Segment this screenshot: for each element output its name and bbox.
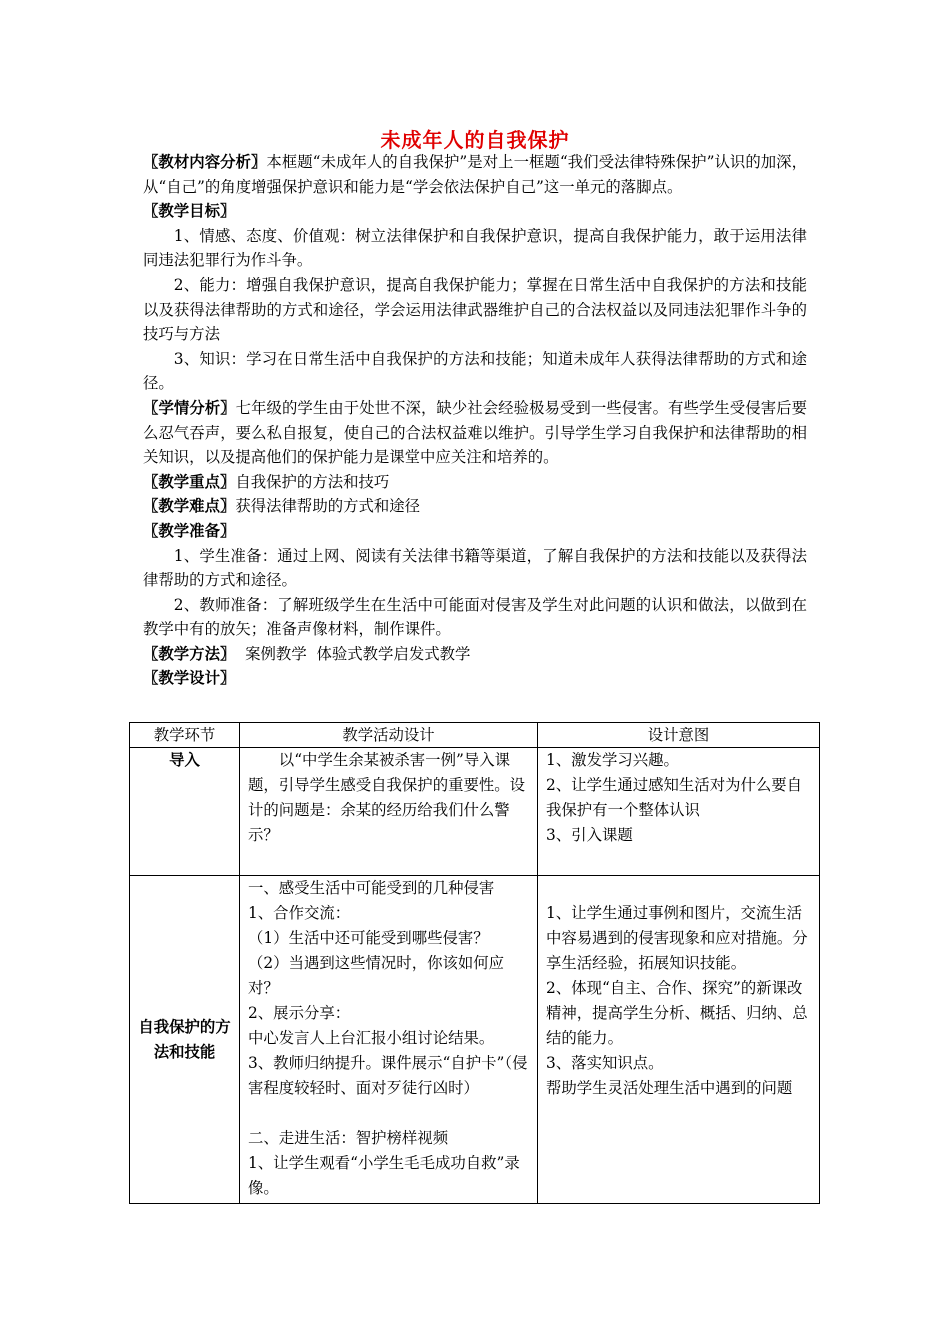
goals-heading: 〖教学目标〗 — [143, 202, 236, 221]
students-label: 〖学情分析〗 — [143, 398, 236, 417]
prep-item-2: 2、教师准备：了解班级学生在生活中可能面对侵害及学生对此问题的认识和做法，以做到在教学中有的放矢；准备声像材料，制作课件。 — [143, 595, 807, 639]
students-text: 七年级的学生由于处世不深，缺少社会经验极易受到一些侵害。有些学生受侵害后要么忍气吞声，要么私自报复，使自己的合法权益难以维护。引导学生学习自我保护和法律帮助的相关知识，以及提高他们的保护能力是课堂中应关注和培养的。 — [143, 398, 807, 467]
intent-self-protection: 1、让学生通过事例和图片，交流生活中容易遇到的侵害现象和应对措施。分享生活经验，拓展知识技能。 2、体现“自主、合作、探究”的新课改精神，提高学生分析、概括、归纳、总结的能力。 3、落实知识点。 帮助学生灵活处理生活中遇到的问题 — [538, 876, 820, 1204]
analysis-paragraph — [143, 150, 807, 199]
phase-self-protection: 自我保护的方 法和技能 — [130, 876, 240, 1204]
analysis-label: 〖教材内容分析〗 — [143, 153, 267, 171]
difficulties: 〖教学难点〗获得法律帮助的方式和途径 — [143, 497, 421, 516]
students-paragraph — [143, 396, 807, 470]
goal-item-2: 2、能力：增强自我保护意识，提高自我保护能力；掌握在日常生活中自我保护的方法和技能以及获得法律帮助的方式和途径，学会运用法律武器维护自己的合法权益以及同违法犯罪作斗争的技巧与方法 — [143, 275, 807, 344]
analysis-text: 本框题“未成年人的自我保护”是对上一框题“我们受法律特殊保护”认识的加深，从“自己”的角度增强保护意识和能力是“学会依法保护自己”这一单元的落脚点。 — [143, 153, 807, 196]
activity-self-protection: 一、感受生活中可能受到的几种侵害 1、合作交流： （1）生活中还可能受到哪些侵害？ （2）当遇到这些情况时，你该如何应对？ 2、展示分享： 中心发言人上台汇报小组讨论结果。 3、教师归纳提升。课件展示“自护卡”（侵害程度较轻时、面对歹徒行凶时） 二、走进生活：智护榜样视频 1、让学生观看“小学生毛毛成功自救”录像。 — [240, 876, 538, 1204]
table-row — [130, 748, 820, 876]
phase-intro: 导入 — [130, 748, 240, 876]
header-phase: 教学环节 — [130, 723, 240, 748]
goal-item-3: 3、知识：学习在日常生活中自我保护的方法和技能；知道未成年人获得法律帮助的方式和途径。 — [143, 349, 807, 393]
key-points: 〖教学重点〗自我保护的方法和技巧 — [143, 472, 390, 491]
prep-heading: 〖教学准备〗 — [143, 521, 236, 540]
activity-intro: 以“中学生余某被杀害一例”导入课题，引导学生感受自我保护的重要性。设计的问题是：余某的经历给我们什么警示？ — [240, 748, 538, 876]
lesson-design-table — [129, 722, 820, 1204]
lesson-plan-body — [143, 150, 807, 691]
page-title: 未成年人的自我保护 — [380, 128, 570, 152]
table-row — [130, 876, 820, 1204]
header-activity: 教学活动设计 — [240, 723, 538, 748]
goal-item-1: 1、情感、态度、价值观：树立法律保护和自我保护意识，提高自我保护能力，敢于运用法律同违法犯罪行为作斗争。 — [143, 226, 807, 270]
table-header-row — [130, 723, 820, 748]
design-heading: 〖教学设计〗 — [143, 669, 236, 688]
intent-intro: 1、激发学习兴趣。 2、让学生通过感知生活对为什么要自我保护有一个整体认识 3、引入课题 — [538, 748, 820, 876]
prep-item-1: 1、学生准备：通过上网、阅读有关法律书籍等渠道，了解自我保护的方法和技能以及获得法律帮助的方式和途径。 — [143, 546, 807, 590]
header-intent: 设计意图 — [538, 723, 820, 748]
methods: 〖教学方法〗 案例教学 体验式教学启发式教学 — [143, 644, 471, 663]
